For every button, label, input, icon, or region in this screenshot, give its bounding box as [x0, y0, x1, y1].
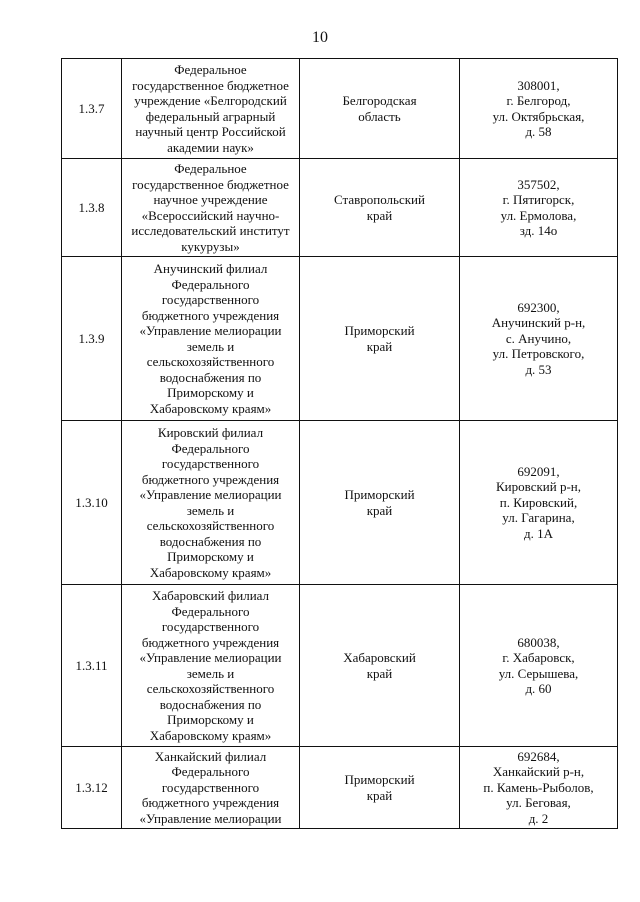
- table-row: [62, 257, 618, 421]
- address-cell: 357502, г. Пятигорск, ул. Ермолова, зд. 14о: [460, 159, 618, 257]
- region-cell: Белгородская область: [300, 59, 460, 159]
- table-row: [62, 59, 618, 159]
- address-cell: 680038, г. Хабаровск, ул. Серышева, д. 60: [460, 585, 618, 747]
- row-number-cell: 1.3.11: [62, 585, 122, 747]
- row-number-cell: 1.3.9: [62, 257, 122, 421]
- table-row: [62, 585, 618, 747]
- address-cell: 692300, Анучинский р-н, с. Анучино, ул. Петровского, д. 53: [460, 257, 618, 421]
- region-cell: Приморский край: [300, 747, 460, 829]
- region-cell: Приморский край: [300, 421, 460, 585]
- address-cell: 692684, Ханкайский р-н, п. Камень-Рыболов, ул. Беговая, д. 2: [460, 747, 618, 829]
- institution-name-cell: Анучинский филиал Федерального государственного бюджетного учреждения «Управление мелиорации земель и сельскохозяйственного водоснабжения по Приморскому и Хабаровскому краям»: [122, 257, 300, 421]
- table-row: [62, 747, 618, 829]
- region-cell: Приморский край: [300, 257, 460, 421]
- page-number: 10: [312, 29, 328, 46]
- region-cell: Ставропольский край: [300, 159, 460, 257]
- address-cell: 692091, Кировский р-н, п. Кировский, ул. Гагарина, д. 1А: [460, 421, 618, 585]
- institution-name-cell: Кировский филиал Федерального государственного бюджетного учреждения «Управление мелиорации земель и сельскохозяйственного водоснабжения по Приморскому и Хабаровскому краям»: [122, 421, 300, 585]
- table-row: [62, 421, 618, 585]
- table-row: [62, 159, 618, 257]
- institution-name-cell: Федеральное государственное бюджетное учреждение «Белгородский федеральный аграрный научный центр Российской академии наук»: [122, 59, 300, 159]
- row-number-cell: 1.3.12: [62, 747, 122, 829]
- institution-name-cell: Хабаровский филиал Федерального государственного бюджетного учреждения «Управление мелиорации земель и сельскохозяйственного водоснабжения по Приморскому и Хабаровскому краям»: [122, 585, 300, 747]
- row-number-cell: 1.3.10: [62, 421, 122, 585]
- address-cell: 308001, г. Белгород, ул. Октябрьская, д. 58: [460, 59, 618, 159]
- institutions-table: [61, 58, 618, 829]
- region-cell: Хабаровский край: [300, 585, 460, 747]
- institution-name-cell: Ханкайский филиал Федерального государственного бюджетного учреждения «Управление мелиорации: [122, 747, 300, 829]
- row-number-cell: 1.3.8: [62, 159, 122, 257]
- institution-name-cell: Федеральное государственное бюджетное научное учреждение «Всероссийский научно- исследовательский институт кукурузы»: [122, 159, 300, 257]
- row-number-cell: 1.3.7: [62, 59, 122, 159]
